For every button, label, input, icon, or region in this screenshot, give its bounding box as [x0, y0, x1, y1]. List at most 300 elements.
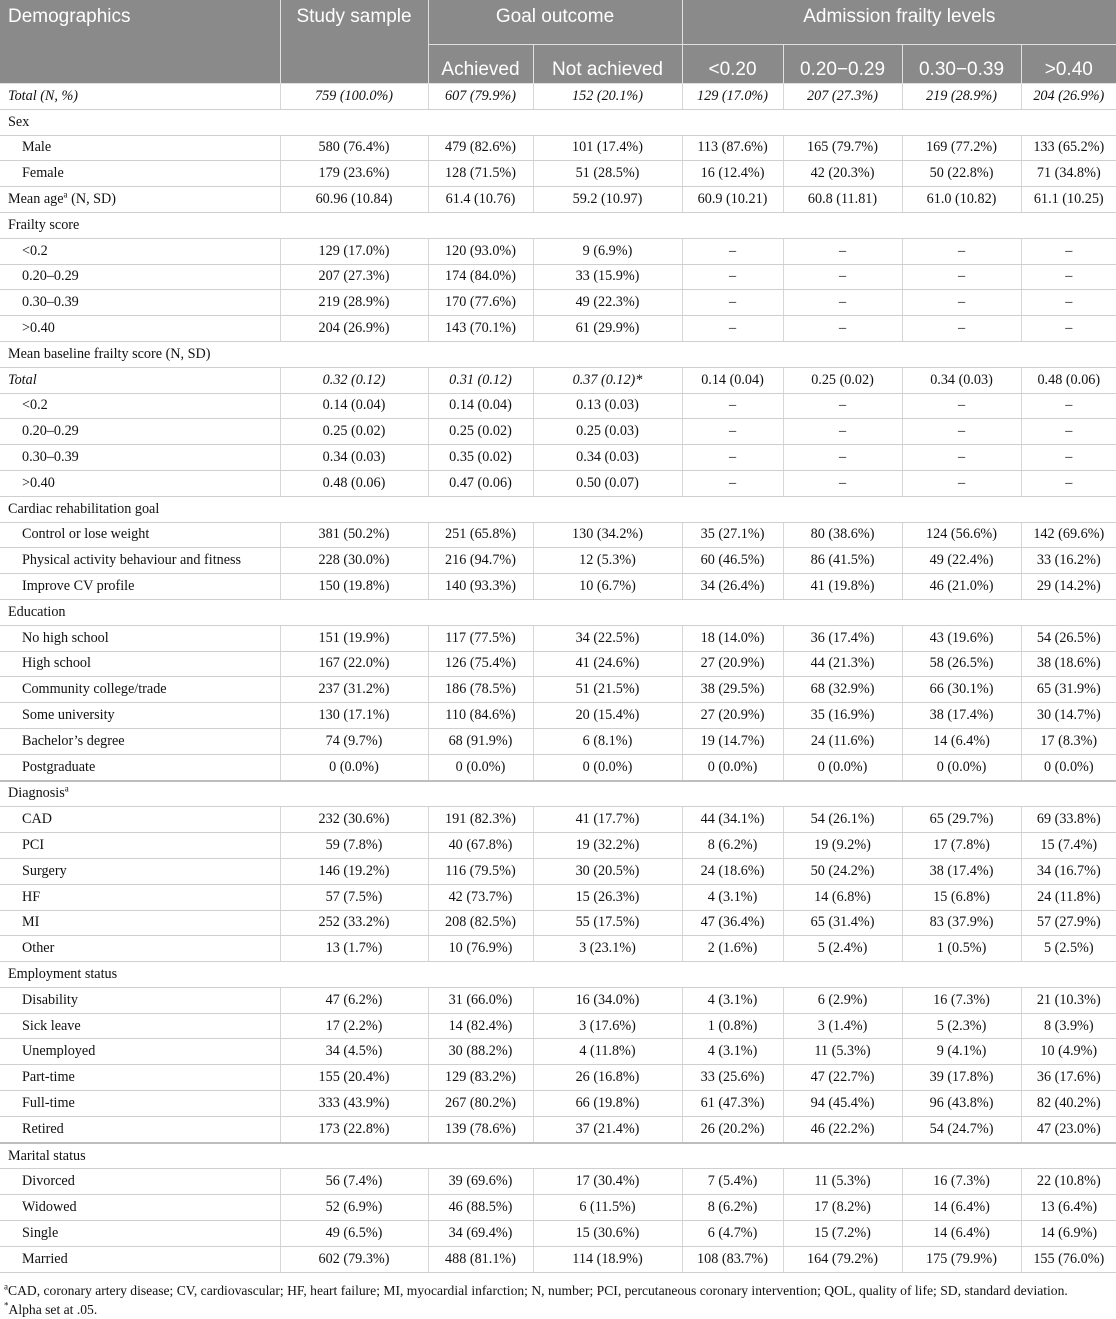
data-cell: 0.48 (0.06): [1021, 367, 1116, 393]
data-cell: 39 (17.8%): [902, 1065, 1021, 1091]
table-row: [0, 470, 1116, 496]
table-row: [0, 1169, 1116, 1195]
data-cell: 7 (5.4%): [682, 1169, 783, 1195]
data-cell: 21 (10.3%): [1021, 987, 1116, 1013]
data-cell: 46 (21.0%): [902, 574, 1021, 600]
data-cell: 50 (22.8%): [902, 161, 1021, 187]
table-row: [0, 445, 1116, 471]
data-cell: 24 (11.6%): [783, 728, 902, 754]
data-cell: 18 (14.0%): [682, 625, 783, 651]
frailty-score-section: [0, 212, 1116, 238]
row-label: Improve CV profile: [0, 574, 280, 600]
data-cell: 179 (23.6%): [280, 161, 428, 187]
table-row: [0, 84, 1116, 110]
data-cell: –: [902, 445, 1021, 471]
table-row: [0, 290, 1116, 316]
data-cell: 33 (25.6%): [682, 1065, 783, 1091]
table-row: [0, 858, 1116, 884]
data-cell: 0.25 (0.02): [783, 367, 902, 393]
data-cell: 30 (14.7%): [1021, 703, 1116, 729]
data-cell: 207 (27.3%): [783, 84, 902, 110]
data-cell: 146 (19.2%): [280, 858, 428, 884]
data-cell: 267 (80.2%): [428, 1091, 533, 1117]
data-cell: –: [682, 238, 783, 264]
data-cell: 44 (21.3%): [783, 651, 902, 677]
data-cell: 14 (82.4%): [428, 1013, 533, 1039]
row-label: 0.30–0.39: [0, 445, 280, 471]
table-row: [0, 393, 1116, 419]
data-cell: –: [902, 470, 1021, 496]
table-row: [0, 316, 1116, 342]
footnote-alpha-text: Alpha set at .05.: [8, 1301, 98, 1317]
row-label: PCI: [0, 833, 280, 859]
section-title: [0, 1143, 1116, 1169]
section-title-text: Diagnosis: [8, 785, 65, 802]
data-cell: –: [783, 470, 902, 496]
row-label: Control or lose weight: [0, 522, 280, 548]
data-cell: 61.4 (10.76): [428, 187, 533, 213]
footnotes: [0, 1273, 1116, 1319]
table-header: [0, 0, 1116, 84]
data-cell: –: [783, 238, 902, 264]
table-row: [0, 754, 1116, 780]
data-cell: 15 (6.8%): [902, 884, 1021, 910]
data-cell: 30 (88.2%): [428, 1039, 533, 1065]
data-cell: 47 (23.0%): [1021, 1116, 1116, 1142]
row-label: MI: [0, 910, 280, 936]
data-cell: 22 (10.8%): [1021, 1169, 1116, 1195]
data-cell: 35 (27.1%): [682, 522, 783, 548]
header-achieved: Achieved: [428, 45, 533, 84]
data-cell: 96 (43.8%): [902, 1091, 1021, 1117]
data-cell: 175 (79.9%): [902, 1246, 1021, 1272]
data-cell: 0 (0.0%): [783, 754, 902, 780]
data-cell: 117 (77.5%): [428, 625, 533, 651]
row-label: Total: [0, 367, 280, 393]
data-cell: 0.25 (0.02): [428, 419, 533, 445]
data-cell: –: [902, 290, 1021, 316]
data-cell: –: [1021, 316, 1116, 342]
data-cell: 24 (11.8%): [1021, 884, 1116, 910]
footnote-marker: a: [63, 189, 68, 200]
row-label: >0.40: [0, 470, 280, 496]
section-title-text: Education: [8, 603, 66, 620]
section-title-text: Sex: [8, 113, 30, 130]
data-cell: –: [783, 393, 902, 419]
data-cell: 26 (20.2%): [682, 1116, 783, 1142]
section-title-text: Cardiac rehabilitation goal: [8, 500, 160, 517]
data-cell: –: [682, 264, 783, 290]
data-cell: 4 (11.8%): [533, 1039, 682, 1065]
data-cell: 113 (87.6%): [682, 135, 783, 161]
data-cell: 101 (17.4%): [533, 135, 682, 161]
data-cell: 167 (22.0%): [280, 651, 428, 677]
data-cell: –: [783, 290, 902, 316]
data-cell: –: [902, 264, 1021, 290]
table-row: [0, 1065, 1116, 1091]
data-cell: 60 (46.5%): [682, 548, 783, 574]
data-cell: 35 (16.9%): [783, 703, 902, 729]
table-row: [0, 1039, 1116, 1065]
data-cell: 381 (50.2%): [280, 522, 428, 548]
data-cell: 207 (27.3%): [280, 264, 428, 290]
data-cell: –: [783, 316, 902, 342]
data-cell: –: [682, 316, 783, 342]
header-not-achieved: Not achieved: [533, 45, 682, 84]
data-cell: 129 (83.2%): [428, 1065, 533, 1091]
data-cell: 54 (24.7%): [902, 1116, 1021, 1142]
row-label: Physical activity behaviour and fitness: [0, 548, 280, 574]
row-label: Female: [0, 161, 280, 187]
data-cell: 173 (22.8%): [280, 1116, 428, 1142]
data-cell: 26 (16.8%): [533, 1065, 682, 1091]
data-cell: 333 (43.9%): [280, 1091, 428, 1117]
data-cell: 0.35 (0.02): [428, 445, 533, 471]
data-cell: 13 (1.7%): [280, 936, 428, 962]
data-cell: 71 (34.8%): [1021, 161, 1116, 187]
data-cell: 130 (17.1%): [280, 703, 428, 729]
data-cell: 151 (19.9%): [280, 625, 428, 651]
data-cell: 74 (9.7%): [280, 728, 428, 754]
data-cell: 29 (14.2%): [1021, 574, 1116, 600]
data-cell: 17 (8.3%): [1021, 728, 1116, 754]
data-cell: 165 (79.7%): [783, 135, 902, 161]
data-cell: 12 (5.3%): [533, 548, 682, 574]
data-cell: 42 (20.3%): [783, 161, 902, 187]
data-cell: 139 (78.6%): [428, 1116, 533, 1142]
education-section: [0, 599, 1116, 625]
row-label: HF: [0, 884, 280, 910]
data-cell: 6 (2.9%): [783, 987, 902, 1013]
header-frailty-lvl4: >0.40: [1021, 45, 1116, 84]
employment-section: [0, 962, 1116, 988]
diagnosis-section: [0, 781, 1116, 807]
data-cell: –: [902, 238, 1021, 264]
row-label: >0.40: [0, 316, 280, 342]
data-cell: 116 (79.5%): [428, 858, 533, 884]
row-label: Community college/trade: [0, 677, 280, 703]
table-row: [0, 728, 1116, 754]
data-cell: –: [682, 393, 783, 419]
data-cell: 208 (82.5%): [428, 910, 533, 936]
data-cell: 49 (22.3%): [533, 290, 682, 316]
table-row: [0, 522, 1116, 548]
data-cell: 9 (4.1%): [902, 1039, 1021, 1065]
data-cell: 10 (76.9%): [428, 936, 533, 962]
data-cell: –: [783, 264, 902, 290]
data-cell: 34 (4.5%): [280, 1039, 428, 1065]
data-cell: –: [902, 316, 1021, 342]
data-cell: 47 (6.2%): [280, 987, 428, 1013]
data-cell: 10 (6.7%): [533, 574, 682, 600]
data-cell: 82 (40.2%): [1021, 1091, 1116, 1117]
table-row: [0, 548, 1116, 574]
row-label: 0.20–0.29: [0, 419, 280, 445]
data-cell: 57 (27.9%): [1021, 910, 1116, 936]
data-cell: 68 (91.9%): [428, 728, 533, 754]
data-cell: 19 (9.2%): [783, 833, 902, 859]
data-cell: 5 (2.3%): [902, 1013, 1021, 1039]
section-title: [0, 781, 1116, 807]
section-title: [0, 962, 1116, 988]
data-cell: 3 (1.4%): [783, 1013, 902, 1039]
table-row: [0, 1221, 1116, 1247]
table-row: [0, 936, 1116, 962]
row-label: Married: [0, 1246, 280, 1272]
footnote-marker: a: [64, 783, 69, 794]
data-cell: 51 (21.5%): [533, 677, 682, 703]
data-cell: 602 (79.3%): [280, 1246, 428, 1272]
data-cell: –: [1021, 470, 1116, 496]
row-label: Surgery: [0, 858, 280, 884]
data-cell: 86 (41.5%): [783, 548, 902, 574]
data-cell: 52 (6.9%): [280, 1195, 428, 1221]
data-cell: 0.25 (0.03): [533, 419, 682, 445]
data-cell: 24 (18.6%): [682, 858, 783, 884]
row-label: Bachelor’s degree: [0, 728, 280, 754]
table-row: [0, 1195, 1116, 1221]
data-cell: 10 (4.9%): [1021, 1039, 1116, 1065]
data-cell: 0.34 (0.03): [280, 445, 428, 471]
header-admission-frailty: Admission frailty levels: [682, 0, 1116, 45]
data-cell: 4 (3.1%): [682, 987, 783, 1013]
data-cell: 14 (6.4%): [902, 1221, 1021, 1247]
row-label: Other: [0, 936, 280, 962]
table-row: [0, 187, 1116, 213]
data-cell: 251 (65.8%): [428, 522, 533, 548]
data-cell: 39 (69.6%): [428, 1169, 533, 1195]
data-cell: 174 (84.0%): [428, 264, 533, 290]
data-cell: –: [783, 445, 902, 471]
table-row: [0, 574, 1116, 600]
data-cell: 0.32 (0.12): [280, 367, 428, 393]
data-cell: 0.34 (0.03): [533, 445, 682, 471]
section-title: [0, 109, 1116, 135]
data-cell: 0 (0.0%): [902, 754, 1021, 780]
data-cell: 16 (12.4%): [682, 161, 783, 187]
data-cell: 0.13 (0.03): [533, 393, 682, 419]
data-cell: –: [1021, 238, 1116, 264]
data-cell: 143 (70.1%): [428, 316, 533, 342]
data-cell: 479 (82.6%): [428, 135, 533, 161]
data-cell: –: [682, 419, 783, 445]
data-cell: 38 (17.4%): [902, 703, 1021, 729]
table-row: [0, 807, 1116, 833]
data-cell: 140 (93.3%): [428, 574, 533, 600]
row-label: Full-time: [0, 1091, 280, 1117]
data-cell: 108 (83.7%): [682, 1246, 783, 1272]
row-label: 0.20–0.29: [0, 264, 280, 290]
table-row: [0, 625, 1116, 651]
data-cell: –: [1021, 419, 1116, 445]
data-cell: 66 (19.8%): [533, 1091, 682, 1117]
data-cell: 41 (24.6%): [533, 651, 682, 677]
row-label: Total (N, %): [0, 84, 280, 110]
header-frailty-lvl2: 0.20−0.29: [783, 45, 902, 84]
data-cell: 133 (65.2%): [1021, 135, 1116, 161]
data-cell: 2 (1.6%): [682, 936, 783, 962]
section-title: [0, 496, 1116, 522]
data-cell: 80 (38.6%): [783, 522, 902, 548]
data-cell: 0.14 (0.04): [428, 393, 533, 419]
data-cell: 0 (0.0%): [428, 754, 533, 780]
data-cell: 37 (21.4%): [533, 1116, 682, 1142]
table-row: [0, 651, 1116, 677]
footnote-alpha: [4, 1300, 1112, 1319]
data-cell: 5 (2.4%): [783, 936, 902, 962]
data-cell: 41 (19.8%): [783, 574, 902, 600]
data-cell: 6 (4.7%): [682, 1221, 783, 1247]
marital-section: [0, 1143, 1116, 1169]
data-cell: 60.8 (11.81): [783, 187, 902, 213]
data-cell: 8 (6.2%): [682, 833, 783, 859]
footnote-a-marker: a: [4, 1281, 8, 1292]
data-cell: 126 (75.4%): [428, 651, 533, 677]
data-cell: 3 (17.6%): [533, 1013, 682, 1039]
data-cell: –: [902, 419, 1021, 445]
row-label: 0.30–0.39: [0, 290, 280, 316]
data-cell: 54 (26.5%): [1021, 625, 1116, 651]
section-title-text: Employment status: [8, 965, 118, 982]
table-row: [0, 1246, 1116, 1272]
row-label: Sick leave: [0, 1013, 280, 1039]
footnote-alpha-marker: *: [4, 1300, 9, 1311]
data-cell: 46 (88.5%): [428, 1195, 533, 1221]
row-label: Widowed: [0, 1195, 280, 1221]
data-cell: 124 (56.6%): [902, 522, 1021, 548]
data-cell: 33 (16.2%): [1021, 548, 1116, 574]
data-cell: 20 (15.4%): [533, 703, 682, 729]
data-cell: 55 (17.5%): [533, 910, 682, 936]
data-cell: 33 (15.9%): [533, 264, 682, 290]
data-cell: 6 (11.5%): [533, 1195, 682, 1221]
data-cell: 0 (0.0%): [682, 754, 783, 780]
data-cell: –: [783, 419, 902, 445]
data-cell: 36 (17.4%): [783, 625, 902, 651]
data-cell: 0.47 (0.06): [428, 470, 533, 496]
data-cell: 34 (26.4%): [682, 574, 783, 600]
data-cell: 34 (22.5%): [533, 625, 682, 651]
data-cell: 68 (32.9%): [783, 677, 902, 703]
data-cell: 61.1 (10.25): [1021, 187, 1116, 213]
data-cell: 0.31 (0.12): [428, 367, 533, 393]
data-cell: 17 (30.4%): [533, 1169, 682, 1195]
data-cell: 204 (26.9%): [1021, 84, 1116, 110]
data-cell: 14 (6.4%): [902, 728, 1021, 754]
data-cell: 46 (22.2%): [783, 1116, 902, 1142]
data-cell: 164 (79.2%): [783, 1246, 902, 1272]
data-cell: 110 (84.6%): [428, 703, 533, 729]
data-cell: 15 (7.4%): [1021, 833, 1116, 859]
data-cell: 17 (8.2%): [783, 1195, 902, 1221]
label-text: (N, SD): [67, 191, 117, 208]
section-title-text: Marital status: [8, 1147, 86, 1164]
data-cell: 66 (30.1%): [902, 677, 1021, 703]
data-cell: 15 (26.3%): [533, 884, 682, 910]
data-cell: 59 (7.8%): [280, 833, 428, 859]
data-cell: 16 (34.0%): [533, 987, 682, 1013]
data-cell: 607 (79.9%): [428, 84, 533, 110]
data-cell: 170 (77.6%): [428, 290, 533, 316]
data-cell: 232 (30.6%): [280, 807, 428, 833]
data-cell: 155 (76.0%): [1021, 1246, 1116, 1272]
data-cell: 41 (17.7%): [533, 807, 682, 833]
data-cell: 31 (66.0%): [428, 987, 533, 1013]
sex-section: [0, 109, 1116, 135]
data-cell: 0.34 (0.03): [902, 367, 1021, 393]
section-title: [0, 341, 1116, 367]
row-label: Part-time: [0, 1065, 280, 1091]
table-row: [0, 264, 1116, 290]
table-row: [0, 987, 1116, 1013]
data-cell: 17 (7.8%): [902, 833, 1021, 859]
row-label: Single: [0, 1221, 280, 1247]
data-cell: 43 (19.6%): [902, 625, 1021, 651]
table-row: [0, 703, 1116, 729]
row-label: Postgraduate: [0, 754, 280, 780]
data-cell: 14 (6.9%): [1021, 1221, 1116, 1247]
data-cell: 219 (28.9%): [280, 290, 428, 316]
data-cell: 60.9 (10.21): [682, 187, 783, 213]
data-cell: 488 (81.1%): [428, 1246, 533, 1272]
header-study-sample: Study sample: [280, 0, 428, 84]
data-cell: 150 (19.8%): [280, 574, 428, 600]
section-title-text: Frailty score: [8, 216, 80, 233]
row-label: Divorced: [0, 1169, 280, 1195]
data-cell: 60.96 (10.84): [280, 187, 428, 213]
data-cell: 14 (6.4%): [902, 1195, 1021, 1221]
data-cell: 759 (100.0%): [280, 84, 428, 110]
section-title-text: Mean baseline frailty score (N, SD): [8, 345, 211, 362]
data-cell: 61 (29.9%): [533, 316, 682, 342]
data-cell: 114 (18.9%): [533, 1246, 682, 1272]
data-cell: 216 (94.7%): [428, 548, 533, 574]
row-label: CAD: [0, 807, 280, 833]
data-cell: 65 (29.7%): [902, 807, 1021, 833]
data-cell: 34 (16.7%): [1021, 858, 1116, 884]
data-cell: 186 (78.5%): [428, 677, 533, 703]
data-cell: 27 (20.9%): [682, 651, 783, 677]
data-cell: 169 (77.2%): [902, 135, 1021, 161]
data-cell: 36 (17.6%): [1021, 1065, 1116, 1091]
table-row: [0, 1013, 1116, 1039]
data-cell: 16 (7.3%): [902, 1169, 1021, 1195]
data-cell: 94 (45.4%): [783, 1091, 902, 1117]
table-row: [0, 1091, 1116, 1117]
data-cell: 56 (7.4%): [280, 1169, 428, 1195]
data-cell: –: [682, 445, 783, 471]
data-cell: 0.37 (0.12)*: [533, 367, 682, 393]
table-row: [0, 910, 1116, 936]
data-cell: 27 (20.9%): [682, 703, 783, 729]
data-cell: 61.0 (10.82): [902, 187, 1021, 213]
data-cell: 11 (5.3%): [783, 1169, 902, 1195]
data-cell: 252 (33.2%): [280, 910, 428, 936]
header-frailty-lvl1: <0.20: [682, 45, 783, 84]
data-cell: 4 (3.1%): [682, 1039, 783, 1065]
data-cell: 128 (71.5%): [428, 161, 533, 187]
data-cell: 130 (34.2%): [533, 522, 682, 548]
data-cell: –: [1021, 445, 1116, 471]
data-cell: 4 (3.1%): [682, 884, 783, 910]
data-cell: 38 (18.6%): [1021, 651, 1116, 677]
data-cell: 6 (8.1%): [533, 728, 682, 754]
data-cell: 51 (28.5%): [533, 161, 682, 187]
data-cell: 30 (20.5%): [533, 858, 682, 884]
section-title: [0, 599, 1116, 625]
table-row: [0, 367, 1116, 393]
data-cell: 50 (24.2%): [783, 858, 902, 884]
